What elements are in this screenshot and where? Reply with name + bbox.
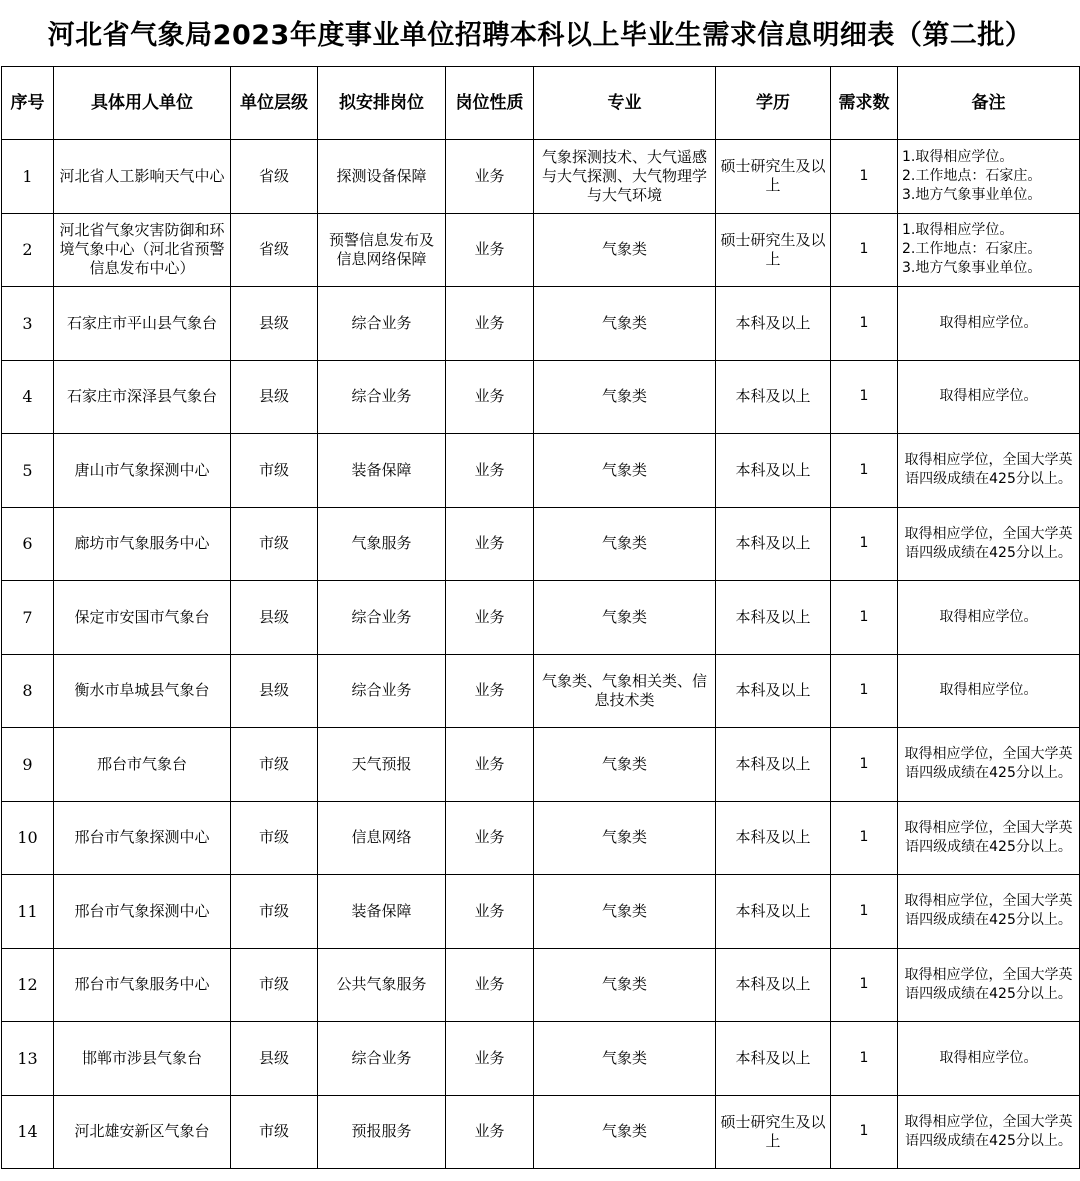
cell-unit: 河北省气象灾害防御和环境气象中心（河北省预警信息发布中心） — [54, 213, 231, 287]
header-row — [2, 67, 1080, 140]
cell-seq: 12 — [2, 948, 54, 1022]
cell-note: 取得相应学位，全国大学英语四级成绩在425分以上。 — [898, 507, 1080, 581]
cell-seq: 8 — [2, 654, 54, 728]
cell-unit: 廊坊市气象服务中心 — [54, 507, 231, 581]
cell-count: 1 — [831, 948, 898, 1022]
cell-post: 气象服务 — [318, 507, 446, 581]
table-row — [2, 140, 1080, 214]
cell-level: 县级 — [231, 581, 318, 655]
cell-note: 取得相应学位，全国大学英语四级成绩在425分以上。 — [898, 875, 1080, 949]
cell-note: 取得相应学位。 — [898, 581, 1080, 655]
cell-post: 综合业务 — [318, 581, 446, 655]
cell-major: 气象类 — [534, 1095, 716, 1169]
table-row — [2, 1095, 1080, 1169]
cell-post: 探测设备保障 — [318, 140, 446, 214]
cell-nature: 业务 — [446, 287, 534, 361]
cell-seq: 10 — [2, 801, 54, 875]
cell-count: 1 — [831, 287, 898, 361]
header-nature: 岗位性质 — [446, 67, 534, 140]
cell-level: 县级 — [231, 1022, 318, 1096]
header-major: 专业 — [534, 67, 716, 140]
header-education: 学历 — [716, 67, 831, 140]
cell-level: 县级 — [231, 360, 318, 434]
cell-count: 1 — [831, 875, 898, 949]
cell-education: 硕士研究生及以上 — [716, 213, 831, 287]
cell-education: 本科及以上 — [716, 948, 831, 1022]
cell-post: 预报服务 — [318, 1095, 446, 1169]
table-row — [2, 1022, 1080, 1096]
cell-education: 本科及以上 — [716, 1022, 831, 1096]
cell-post: 公共气象服务 — [318, 948, 446, 1022]
cell-count: 1 — [831, 728, 898, 802]
cell-unit: 河北省人工影响天气中心 — [54, 140, 231, 214]
cell-seq: 4 — [2, 360, 54, 434]
cell-count: 1 — [831, 507, 898, 581]
cell-level: 市级 — [231, 1095, 318, 1169]
cell-major: 气象类 — [534, 213, 716, 287]
cell-post: 综合业务 — [318, 360, 446, 434]
cell-nature: 业务 — [446, 507, 534, 581]
cell-unit: 衡水市阜城县气象台 — [54, 654, 231, 728]
header-seq: 序号 — [2, 67, 54, 140]
cell-major: 气象类 — [534, 434, 716, 508]
cell-major: 气象类、气象相关类、信息技术类 — [534, 654, 716, 728]
cell-major: 气象类 — [534, 581, 716, 655]
cell-note: 取得相应学位，全国大学英语四级成绩在425分以上。 — [898, 948, 1080, 1022]
cell-post: 综合业务 — [318, 654, 446, 728]
recruitment-table — [1, 66, 1080, 1169]
cell-post: 装备保障 — [318, 434, 446, 508]
cell-major: 气象类 — [534, 1022, 716, 1096]
cell-nature: 业务 — [446, 434, 534, 508]
cell-note: 取得相应学位，全国大学英语四级成绩在425分以上。 — [898, 1095, 1080, 1169]
cell-note: 取得相应学位。 — [898, 1022, 1080, 1096]
cell-count: 1 — [831, 1095, 898, 1169]
cell-education: 本科及以上 — [716, 434, 831, 508]
cell-unit: 邢台市气象台 — [54, 728, 231, 802]
cell-count: 1 — [831, 654, 898, 728]
cell-nature: 业务 — [446, 948, 534, 1022]
cell-count: 1 — [831, 801, 898, 875]
cell-level: 市级 — [231, 875, 318, 949]
cell-level: 县级 — [231, 287, 318, 361]
cell-unit: 邢台市气象服务中心 — [54, 948, 231, 1022]
cell-nature: 业务 — [446, 875, 534, 949]
cell-major: 气象类 — [534, 507, 716, 581]
cell-nature: 业务 — [446, 654, 534, 728]
cell-note: 取得相应学位，全国大学英语四级成绩在425分以上。 — [898, 728, 1080, 802]
cell-level: 省级 — [231, 213, 318, 287]
table-row — [2, 875, 1080, 949]
cell-unit: 邢台市气象探测中心 — [54, 801, 231, 875]
cell-post: 信息网络 — [318, 801, 446, 875]
cell-nature: 业务 — [446, 1095, 534, 1169]
cell-nature: 业务 — [446, 728, 534, 802]
table-row — [2, 434, 1080, 508]
cell-seq: 9 — [2, 728, 54, 802]
cell-count: 1 — [831, 140, 898, 214]
cell-major: 气象类 — [534, 801, 716, 875]
header-level: 单位层级 — [231, 67, 318, 140]
table-row — [2, 360, 1080, 434]
cell-unit: 河北雄安新区气象台 — [54, 1095, 231, 1169]
cell-nature: 业务 — [446, 360, 534, 434]
cell-education: 本科及以上 — [716, 507, 831, 581]
cell-major: 气象类 — [534, 287, 716, 361]
cell-seq: 13 — [2, 1022, 54, 1096]
cell-count: 1 — [831, 581, 898, 655]
cell-unit: 石家庄市平山县气象台 — [54, 287, 231, 361]
cell-major: 气象探测技术、大气遥感与大气探测、大气物理学与大气环境 — [534, 140, 716, 214]
cell-education: 本科及以上 — [716, 581, 831, 655]
cell-level: 市级 — [231, 434, 318, 508]
header-unit: 具体用人单位 — [54, 67, 231, 140]
table-row — [2, 801, 1080, 875]
cell-nature: 业务 — [446, 1022, 534, 1096]
cell-major: 气象类 — [534, 728, 716, 802]
cell-post: 综合业务 — [318, 287, 446, 361]
header-count: 需求数 — [831, 67, 898, 140]
header-post: 拟安排岗位 — [318, 67, 446, 140]
cell-post: 天气预报 — [318, 728, 446, 802]
cell-level: 省级 — [231, 140, 318, 214]
header-note: 备注 — [898, 67, 1080, 140]
cell-seq: 3 — [2, 287, 54, 361]
table-row — [2, 581, 1080, 655]
cell-nature: 业务 — [446, 213, 534, 287]
cell-note: 取得相应学位，全国大学英语四级成绩在425分以上。 — [898, 801, 1080, 875]
table-row — [2, 948, 1080, 1022]
cell-seq: 6 — [2, 507, 54, 581]
cell-count: 1 — [831, 434, 898, 508]
cell-count: 1 — [831, 1022, 898, 1096]
cell-education: 本科及以上 — [716, 654, 831, 728]
cell-level: 县级 — [231, 654, 318, 728]
cell-note: 取得相应学位。 — [898, 654, 1080, 728]
cell-seq: 7 — [2, 581, 54, 655]
cell-note: 1.取得相应学位。 2.工作地点：石家庄。 3.地方气象事业单位。 — [898, 140, 1080, 214]
cell-nature: 业务 — [446, 140, 534, 214]
cell-education: 本科及以上 — [716, 875, 831, 949]
cell-education: 硕士研究生及以上 — [716, 140, 831, 214]
table-row — [2, 728, 1080, 802]
cell-level: 市级 — [231, 728, 318, 802]
cell-seq: 14 — [2, 1095, 54, 1169]
cell-level: 市级 — [231, 507, 318, 581]
cell-count: 1 — [831, 213, 898, 287]
cell-unit: 邯郸市涉县气象台 — [54, 1022, 231, 1096]
cell-nature: 业务 — [446, 801, 534, 875]
cell-note: 取得相应学位。 — [898, 360, 1080, 434]
table-row — [2, 654, 1080, 728]
page-title: 河北省气象局2023年度事业单位招聘本科以上毕业生需求信息明细表（第二批） — [47, 19, 1033, 51]
table-row — [2, 507, 1080, 581]
cell-unit: 唐山市气象探测中心 — [54, 434, 231, 508]
cell-level: 市级 — [231, 801, 318, 875]
cell-unit: 邢台市气象探测中心 — [54, 875, 231, 949]
cell-post: 装备保障 — [318, 875, 446, 949]
table-row — [2, 287, 1080, 361]
cell-major: 气象类 — [534, 360, 716, 434]
cell-education: 硕士研究生及以上 — [716, 1095, 831, 1169]
cell-count: 1 — [831, 360, 898, 434]
cell-education: 本科及以上 — [716, 360, 831, 434]
cell-seq: 5 — [2, 434, 54, 508]
cell-unit: 保定市安国市气象台 — [54, 581, 231, 655]
cell-education: 本科及以上 — [716, 728, 831, 802]
cell-note: 1.取得相应学位。 2.工作地点：石家庄。 3.地方气象事业单位。 — [898, 213, 1080, 287]
cell-nature: 业务 — [446, 581, 534, 655]
cell-major: 气象类 — [534, 875, 716, 949]
cell-seq: 11 — [2, 875, 54, 949]
cell-post: 综合业务 — [318, 1022, 446, 1096]
cell-education: 本科及以上 — [716, 287, 831, 361]
cell-level: 市级 — [231, 948, 318, 1022]
cell-note: 取得相应学位，全国大学英语四级成绩在425分以上。 — [898, 434, 1080, 508]
cell-post: 预警信息发布及信息网络保障 — [318, 213, 446, 287]
cell-unit: 石家庄市深泽县气象台 — [54, 360, 231, 434]
cell-seq: 1 — [2, 140, 54, 214]
cell-education: 本科及以上 — [716, 801, 831, 875]
cell-major: 气象类 — [534, 948, 716, 1022]
table-row — [2, 213, 1080, 287]
cell-note: 取得相应学位。 — [898, 287, 1080, 361]
cell-seq: 2 — [2, 213, 54, 287]
